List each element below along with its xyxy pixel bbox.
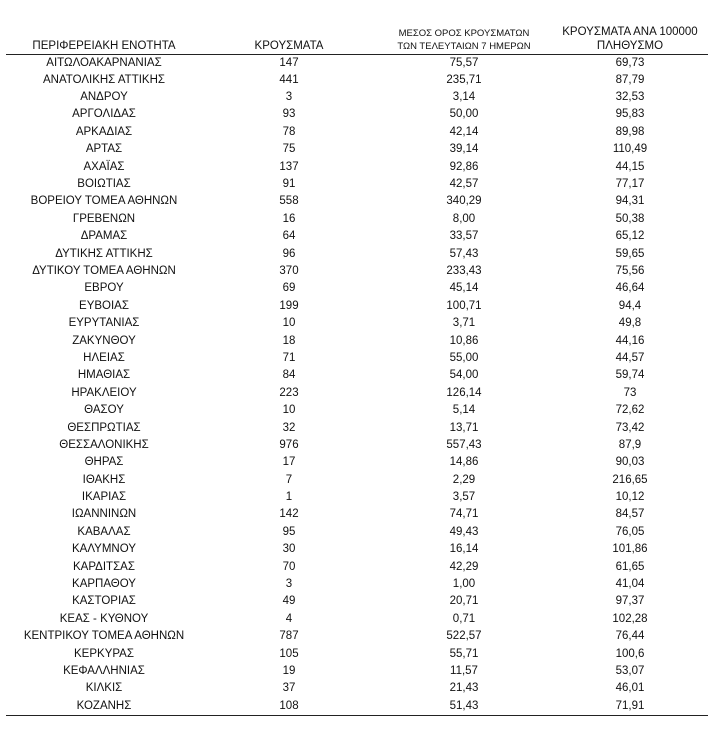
per-100k-cell: 101,86 bbox=[612, 543, 648, 556]
per-100k-cell: 49,8 bbox=[618, 317, 642, 330]
cases-cell: 30 bbox=[282, 543, 296, 556]
table-row bbox=[6, 680, 708, 697]
region-cell: ΗΛΕΙΑΣ bbox=[83, 351, 125, 364]
per-100k-cell: 61,65 bbox=[615, 560, 645, 573]
per-100k-cell: 94,31 bbox=[615, 195, 645, 208]
table-row bbox=[6, 141, 708, 158]
seven-day-average-cell: 8,00 bbox=[452, 212, 476, 225]
per-100k-cell: 97,37 bbox=[615, 595, 645, 608]
region-cell: ΘΑΣΟΥ bbox=[84, 404, 124, 417]
seven-day-average-cell: 0,71 bbox=[452, 612, 476, 625]
region-cell: ΘΕΣΠΡΩΤΙΑΣ bbox=[67, 421, 141, 434]
region-cell: ΙΘΑΚΗΣ bbox=[82, 473, 126, 486]
seven-day-average-cell: 3,57 bbox=[452, 491, 476, 504]
region-cell: ΗΜΑΘΙΑΣ bbox=[77, 369, 131, 382]
seven-day-average-cell: 39,14 bbox=[449, 143, 479, 156]
region-cell: ΚΑΡΔΙΤΣΑΣ bbox=[73, 560, 135, 573]
per-100k-cell: 73,42 bbox=[615, 421, 645, 434]
seven-day-average-cell: 75,57 bbox=[449, 56, 479, 69]
region-cell: ΑΙΤΩΛΟΑΚΑΡΝΑΝΙΑΣ bbox=[46, 56, 162, 69]
per-100k-cell: 75,56 bbox=[615, 264, 645, 277]
per-100k-cell: 46,64 bbox=[615, 282, 645, 295]
seven-day-average-cell: 233,43 bbox=[446, 264, 482, 277]
table-row bbox=[6, 419, 708, 436]
table-row bbox=[6, 576, 708, 593]
region-cell: ΑΡΚΑΔΙΑΣ bbox=[75, 125, 133, 138]
region-cell: ΓΡΕΒΕΝΩΝ bbox=[72, 212, 136, 225]
cases-cell: 37 bbox=[282, 682, 296, 695]
seven-day-average-cell: 1,00 bbox=[452, 578, 476, 591]
table-row bbox=[6, 176, 708, 193]
region-cell: ΑΡΤΑΣ bbox=[85, 143, 123, 156]
region-cell: ΚΑΣΤΟΡΙΑΣ bbox=[72, 595, 136, 608]
table-row bbox=[6, 385, 708, 402]
region-cell: ΙΚΑΡΙΑΣ bbox=[81, 491, 127, 504]
seven-day-average-cell: 11,57 bbox=[450, 664, 478, 677]
table-row bbox=[6, 471, 708, 488]
cases-cell: 32 bbox=[282, 421, 296, 434]
cases-cell: 3 bbox=[285, 91, 293, 104]
cases-cell: 91 bbox=[282, 178, 296, 191]
region-cell: ΚΕΝΤΡΙΚΟΥ ΤΟΜΕΑ ΑΘΗΝΩΝ bbox=[23, 630, 185, 643]
per-100k-cell: 32,53 bbox=[615, 91, 645, 104]
table-row bbox=[6, 524, 708, 541]
cases-cell: 199 bbox=[279, 299, 299, 312]
cases-cell: 441 bbox=[279, 73, 299, 86]
cases-table bbox=[6, 20, 708, 716]
table-row bbox=[6, 193, 708, 210]
table-row bbox=[6, 593, 708, 610]
cases-cell: 70 bbox=[282, 560, 296, 573]
seven-day-average-cell: 55,00 bbox=[449, 351, 479, 364]
table-row bbox=[6, 280, 708, 297]
cases-cell: 142 bbox=[279, 508, 299, 521]
table-row bbox=[6, 89, 708, 106]
region-cell: ΘΗΡΑΣ bbox=[84, 456, 124, 469]
table-row bbox=[6, 437, 708, 454]
cases-cell: 108 bbox=[202, 698, 376, 716]
per-100k-cell: 76,05 bbox=[615, 525, 645, 538]
per-100k-cell: 59,65 bbox=[615, 247, 645, 260]
header-avg-line2: ΤΩΝ ΤΕΛΕΥΤΑΙΩΝ 7 ΗΜΕΡΩΝ bbox=[397, 40, 531, 52]
region-cell: ΒΟΙΩΤΙΑΣ bbox=[77, 178, 131, 191]
per-100k-cell: 44,15 bbox=[615, 160, 645, 173]
seven-day-average-cell: 54,00 bbox=[449, 369, 479, 382]
region-cell: ΚΑΛΥΜΝΟΥ bbox=[72, 543, 136, 556]
seven-day-average-cell: 235,71 bbox=[446, 73, 482, 86]
seven-day-average-cell: 20,71 bbox=[449, 595, 479, 608]
region-cell: ΑΝΔΡΟΥ bbox=[80, 91, 128, 104]
cases-cell: 64 bbox=[282, 230, 296, 243]
per-100k-cell: 46,01 bbox=[615, 682, 645, 695]
header-region-label: ΠΕΡΙΦΕΡΕΙΑΚΗ ΕΝΟΤΗΤΑ bbox=[32, 39, 176, 52]
table-row bbox=[6, 263, 708, 280]
header-avg-line1: ΜΕΣΟΣ ΟΡΟΣ ΚΡΟΥΣΜΑΤΩΝ bbox=[398, 27, 530, 39]
per-100k-cell: 90,03 bbox=[615, 456, 645, 469]
seven-day-average-cell: 100,71 bbox=[446, 299, 482, 312]
table-row bbox=[6, 645, 708, 662]
table-row bbox=[6, 228, 708, 245]
header-per100k-line1: ΚΡΟΥΣΜΑΤΑ ΑΝΑ 100000 bbox=[562, 25, 698, 38]
seven-day-average-cell: 557,43 bbox=[446, 438, 482, 451]
table-row bbox=[6, 332, 708, 349]
table-row bbox=[6, 298, 708, 315]
table-row bbox=[6, 698, 708, 716]
table-row bbox=[6, 558, 708, 575]
region-cell: ΔΥΤΙΚΟΥ ΤΟΜΕΑ ΑΘΗΝΩΝ bbox=[32, 264, 176, 277]
per-100k-cell: 71,91 bbox=[552, 698, 708, 716]
region-cell: ΕΒΡΟΥ bbox=[84, 282, 124, 295]
cases-cell: 16 bbox=[282, 212, 296, 225]
per-100k-cell: 84,57 bbox=[615, 508, 645, 521]
cases-cell: 137 bbox=[279, 160, 299, 173]
table-row bbox=[6, 663, 708, 680]
region-cell: ΚΟΖΑΝΗΣ bbox=[6, 698, 202, 716]
per-100k-cell: 44,57 bbox=[615, 351, 645, 364]
per-100k-cell: 76,44 bbox=[615, 630, 645, 643]
cases-cell: 10 bbox=[282, 404, 296, 417]
seven-day-average-cell: 16,14 bbox=[449, 543, 479, 556]
cases-cell: 49 bbox=[282, 595, 296, 608]
region-cell: ΗΡΑΚΛΕΙΟΥ bbox=[71, 386, 137, 399]
per-100k-cell: 59,74 bbox=[615, 369, 645, 382]
seven-day-average-cell: 14,86 bbox=[449, 456, 479, 469]
per-100k-cell: 87,79 bbox=[615, 73, 645, 86]
cases-cell: 93 bbox=[282, 108, 296, 121]
per-100k-cell: 73 bbox=[623, 386, 637, 399]
cases-cell: 4 bbox=[285, 612, 293, 625]
per-100k-cell: 44,16 bbox=[615, 334, 645, 347]
seven-day-average-cell: 126,14 bbox=[446, 386, 482, 399]
region-cell: ΚΑΡΠΑΘΟΥ bbox=[72, 578, 136, 591]
header-region bbox=[6, 20, 202, 54]
region-cell: ΑΝΑΤΟΛΙΚΗΣ ΑΤΤΙΚΗΣ bbox=[42, 73, 165, 86]
table-row bbox=[6, 106, 708, 123]
header-seven-day-average bbox=[376, 20, 552, 54]
seven-day-average-cell: 10,86 bbox=[449, 334, 479, 347]
cases-cell: 1 bbox=[285, 491, 293, 504]
seven-day-average-cell: 45,14 bbox=[449, 282, 479, 295]
per-100k-cell: 50,38 bbox=[615, 212, 645, 225]
seven-day-average-cell: 3,71 bbox=[452, 317, 476, 330]
cases-cell: 105 bbox=[279, 647, 299, 660]
table-row bbox=[6, 454, 708, 471]
seven-day-average-cell: 50,00 bbox=[449, 108, 479, 121]
table-row bbox=[6, 628, 708, 645]
seven-day-average-cell: 42,14 bbox=[449, 125, 479, 138]
cases-cell: 147 bbox=[279, 56, 299, 69]
region-cell: ΒΟΡΕΙΟΥ ΤΟΜΕΑ ΑΘΗΝΩΝ bbox=[30, 195, 178, 208]
seven-day-average-cell: 51,43 bbox=[376, 698, 552, 716]
table-row bbox=[6, 72, 708, 89]
region-cell: ΚΙΛΚΙΣ bbox=[85, 682, 123, 695]
table-row bbox=[6, 158, 708, 175]
cases-cell: 69 bbox=[282, 282, 296, 295]
per-100k-cell: 72,62 bbox=[615, 404, 645, 417]
per-100k-cell: 10,12 bbox=[615, 491, 645, 504]
cases-cell: 17 bbox=[282, 456, 296, 469]
table-row bbox=[6, 367, 708, 384]
cases-cell: 75 bbox=[282, 143, 296, 156]
seven-day-average-cell: 5,14 bbox=[452, 404, 476, 417]
cases-cell: 976 bbox=[279, 438, 299, 451]
per-100k-cell: 95,83 bbox=[615, 108, 645, 121]
header-cases-label: ΚΡΟΥΣΜΑΤΑ bbox=[254, 39, 324, 52]
table-row bbox=[6, 315, 708, 332]
region-cell: ΑΧΑΪΑΣ bbox=[83, 160, 125, 173]
cases-cell: 10 bbox=[282, 317, 296, 330]
seven-day-average-cell: 3,14 bbox=[452, 91, 476, 104]
per-100k-cell: 87,9 bbox=[618, 438, 642, 451]
cases-cell: 71 bbox=[282, 351, 296, 364]
per-100k-cell: 41,04 bbox=[615, 578, 645, 591]
per-100k-cell: 94,4 bbox=[618, 299, 642, 312]
table-row bbox=[6, 350, 708, 367]
region-cell: ΖΑΚΥΝΘΟΥ bbox=[72, 334, 136, 347]
cases-cell: 19 bbox=[282, 664, 296, 677]
cases-cell: 223 bbox=[279, 386, 299, 399]
table-row bbox=[6, 54, 708, 72]
cases-cell: 3 bbox=[285, 578, 293, 591]
seven-day-average-cell: 2,29 bbox=[452, 473, 476, 486]
seven-day-average-cell: 21,43 bbox=[449, 682, 479, 695]
cases-cell: 95 bbox=[282, 525, 296, 538]
seven-day-average-cell: 33,57 bbox=[449, 230, 479, 243]
per-100k-cell: 53,07 bbox=[615, 664, 645, 677]
seven-day-average-cell: 340,29 bbox=[446, 195, 482, 208]
region-cell: ΔΡΑΜΑΣ bbox=[80, 230, 128, 243]
region-cell: ΕΥΒΟΙΑΣ bbox=[79, 299, 129, 312]
cases-cell: 84 bbox=[282, 369, 296, 382]
region-cell: ΚΕΡΚΥΡΑΣ bbox=[74, 647, 134, 660]
header-row bbox=[6, 20, 708, 54]
table-body bbox=[6, 54, 708, 715]
region-cell: ΚΕΑΣ - ΚΥΘΝΟΥ bbox=[59, 612, 149, 625]
region-cell: ΔΥΤΙΚΗΣ ΑΤΤΙΚΗΣ bbox=[55, 247, 153, 260]
seven-day-average-cell: 522,57 bbox=[446, 630, 482, 643]
table-header bbox=[6, 20, 708, 54]
seven-day-average-cell: 42,29 bbox=[449, 560, 479, 573]
cases-cell: 18 bbox=[282, 334, 296, 347]
region-cell: ΙΩΑΝΝΙΝΩΝ bbox=[71, 508, 137, 521]
region-cell: ΘΕΣΣΑΛΟΝΙΚΗΣ bbox=[59, 438, 149, 451]
cases-cell: 370 bbox=[279, 264, 299, 277]
seven-day-average-cell: 92,86 bbox=[449, 160, 479, 173]
seven-day-average-cell: 74,71 bbox=[449, 508, 479, 521]
per-100k-cell: 102,28 bbox=[612, 612, 648, 625]
per-100k-cell: 69,73 bbox=[615, 56, 645, 69]
header-per-100k bbox=[552, 20, 708, 54]
seven-day-average-cell: 55,71 bbox=[449, 647, 479, 660]
region-cell: ΚΕΦΑΛΛΗΝΙΑΣ bbox=[63, 664, 145, 677]
header-per100k-line2: ΠΛΗΘΥΣΜΟ bbox=[596, 39, 664, 52]
seven-day-average-cell: 13,71 bbox=[449, 421, 479, 434]
region-cell: ΕΥΡΥΤΑΝΙΑΣ bbox=[68, 317, 140, 330]
table-row bbox=[6, 402, 708, 419]
region-cell: ΑΡΓΟΛΙΔΑΣ bbox=[72, 108, 136, 121]
table-row bbox=[6, 611, 708, 628]
cases-cell: 96 bbox=[282, 247, 296, 260]
per-100k-cell: 89,98 bbox=[615, 125, 645, 138]
per-100k-cell: 100,6 bbox=[615, 647, 645, 660]
per-100k-cell: 216,65 bbox=[612, 473, 648, 486]
table-row bbox=[6, 489, 708, 506]
table-row bbox=[6, 541, 708, 558]
cases-cell: 787 bbox=[279, 630, 299, 643]
per-100k-cell: 77,17 bbox=[615, 178, 645, 191]
seven-day-average-cell: 57,43 bbox=[449, 247, 479, 260]
table-row bbox=[6, 506, 708, 523]
region-cell: ΚΑΒΑΛΑΣ bbox=[77, 525, 131, 538]
table-row bbox=[6, 211, 708, 228]
table-row bbox=[6, 124, 708, 141]
per-100k-cell: 65,12 bbox=[615, 230, 645, 243]
cases-cell: 78 bbox=[282, 125, 296, 138]
cases-cell: 7 bbox=[285, 473, 293, 486]
table-row bbox=[6, 245, 708, 262]
header-cases bbox=[202, 20, 376, 54]
per-100k-cell: 110,49 bbox=[612, 143, 648, 156]
seven-day-average-cell: 49,43 bbox=[449, 525, 479, 538]
cases-cell: 558 bbox=[279, 195, 299, 208]
seven-day-average-cell: 42,57 bbox=[449, 178, 479, 191]
